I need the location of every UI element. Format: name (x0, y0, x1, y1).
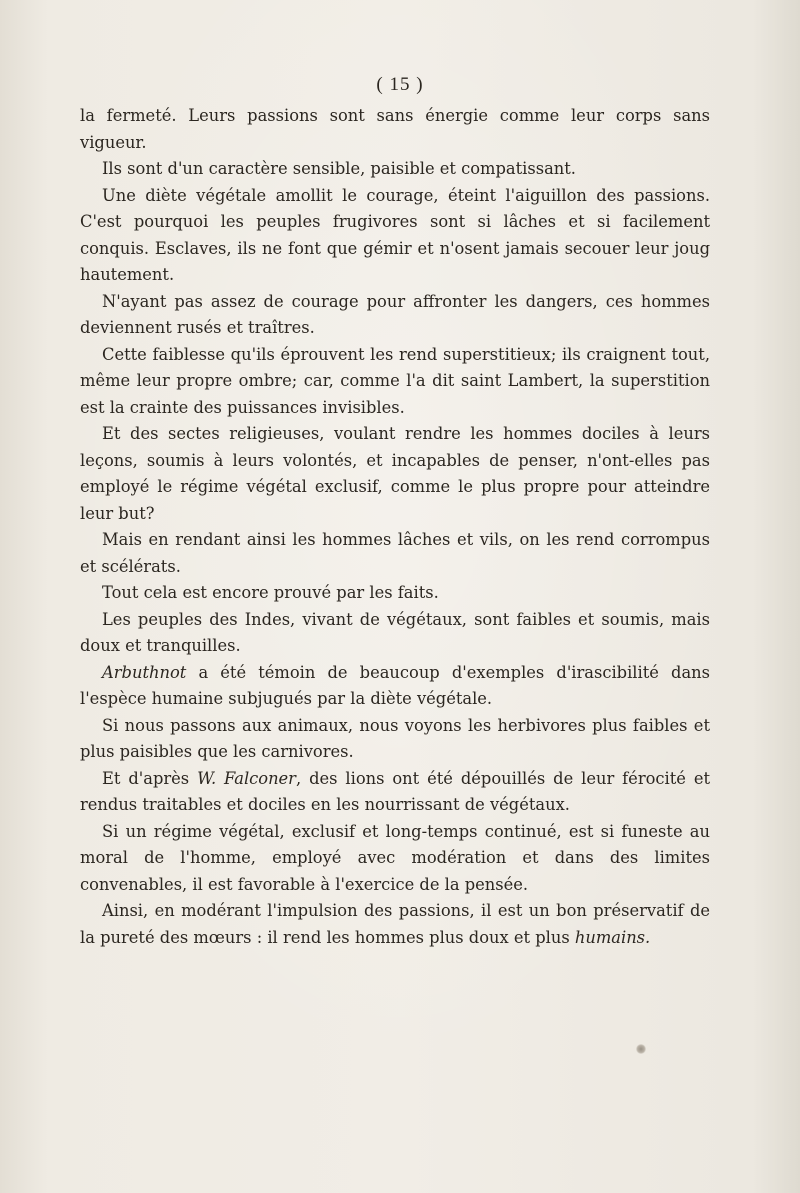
paragraph-4: N'ayant pas assez de courage pour affronter les dangers, ces hommes deviennent rusés et traîtres. (80, 291, 710, 337)
paragraph-14-italic-tail: humains. (574, 927, 651, 947)
paragraph-12-lead: Et d'après (102, 768, 198, 788)
paragraph-12 (80, 766, 710, 819)
author-name-falconer: W. Falconer (197, 768, 296, 788)
paragraph-14-text: Ainsi, en modérant l'impulsion des passions, il est un bon préservatif de la pureté des mœurs : il rend les hommes plus doux et plus (80, 901, 710, 947)
paragraph-2: Ils sont d'un caractère sensible, paisible et compatissant. (102, 159, 576, 178)
author-name-arbuthnot: Arbuthnot (102, 662, 187, 682)
paragraph-7: Mais en rendant ainsi les hommes lâches et vils, on les rend corrompus et scélérats. (80, 530, 710, 576)
paragraph-14 (80, 898, 710, 951)
paragraph-10-text: a été témoin de beaucoup d'exemples d'irascibilité dans l'espèce humaine subjugués par la diète végétale. (80, 662, 710, 708)
ink-speck (636, 1044, 646, 1054)
paragraph-11: Si nous passons aux animaux, nous voyons les herbivores plus faibles et plus paisibles que les carnivores. (80, 715, 710, 761)
paragraph-9: Les peuples des Indes, vivant de végétaux, sont faibles et soumis, mais doux et tranquilles. (80, 609, 710, 655)
page-number: ( 15 ) (376, 74, 424, 95)
paragraph-3: Une diète végétale amollit le courage, éteint l'aiguillon des passions. C'est pourquoi les peuples frugivores sont si lâches et si facilement conquis. Esclaves, ils ne font que gémir et n'osent jamais secouer leur joug hautement. (80, 185, 710, 284)
body-text (80, 103, 710, 951)
paragraph-12-text: , des lions ont été dépouillés de leur férocité et rendus traitables et dociles en les nourrissant de végétaux. (80, 768, 710, 814)
paragraph-5: Cette faiblesse qu'ils éprouvent les rend superstitieux; ils craignent tout, même leur propre ombre; car, comme l'a dit saint Lambert, la superstition est la crainte des puissances invisibles. (80, 344, 710, 417)
paragraph-13: Si un régime végétal, exclusif et long-temps continué, est si funeste au moral de l'homme, employé avec modération et dans des limites convenables, il est favorable à l'exercice de la pensée. (80, 821, 710, 894)
paragraph-1: la fermeté. Leurs passions sont sans énergie comme leur corps sans vigueur. (80, 106, 710, 152)
paragraph-8: Tout cela est encore prouvé par les faits. (102, 583, 439, 602)
paragraph-10 (80, 660, 710, 713)
paragraph-6: Et des sectes religieuses, voulant rendre les hommes dociles à leurs leçons, soumis à leurs volontés, et incapables de penser, n'ont-elles pas employé le régime végétal exclusif, comme le plus propre pour atteindre leur but? (80, 424, 710, 523)
